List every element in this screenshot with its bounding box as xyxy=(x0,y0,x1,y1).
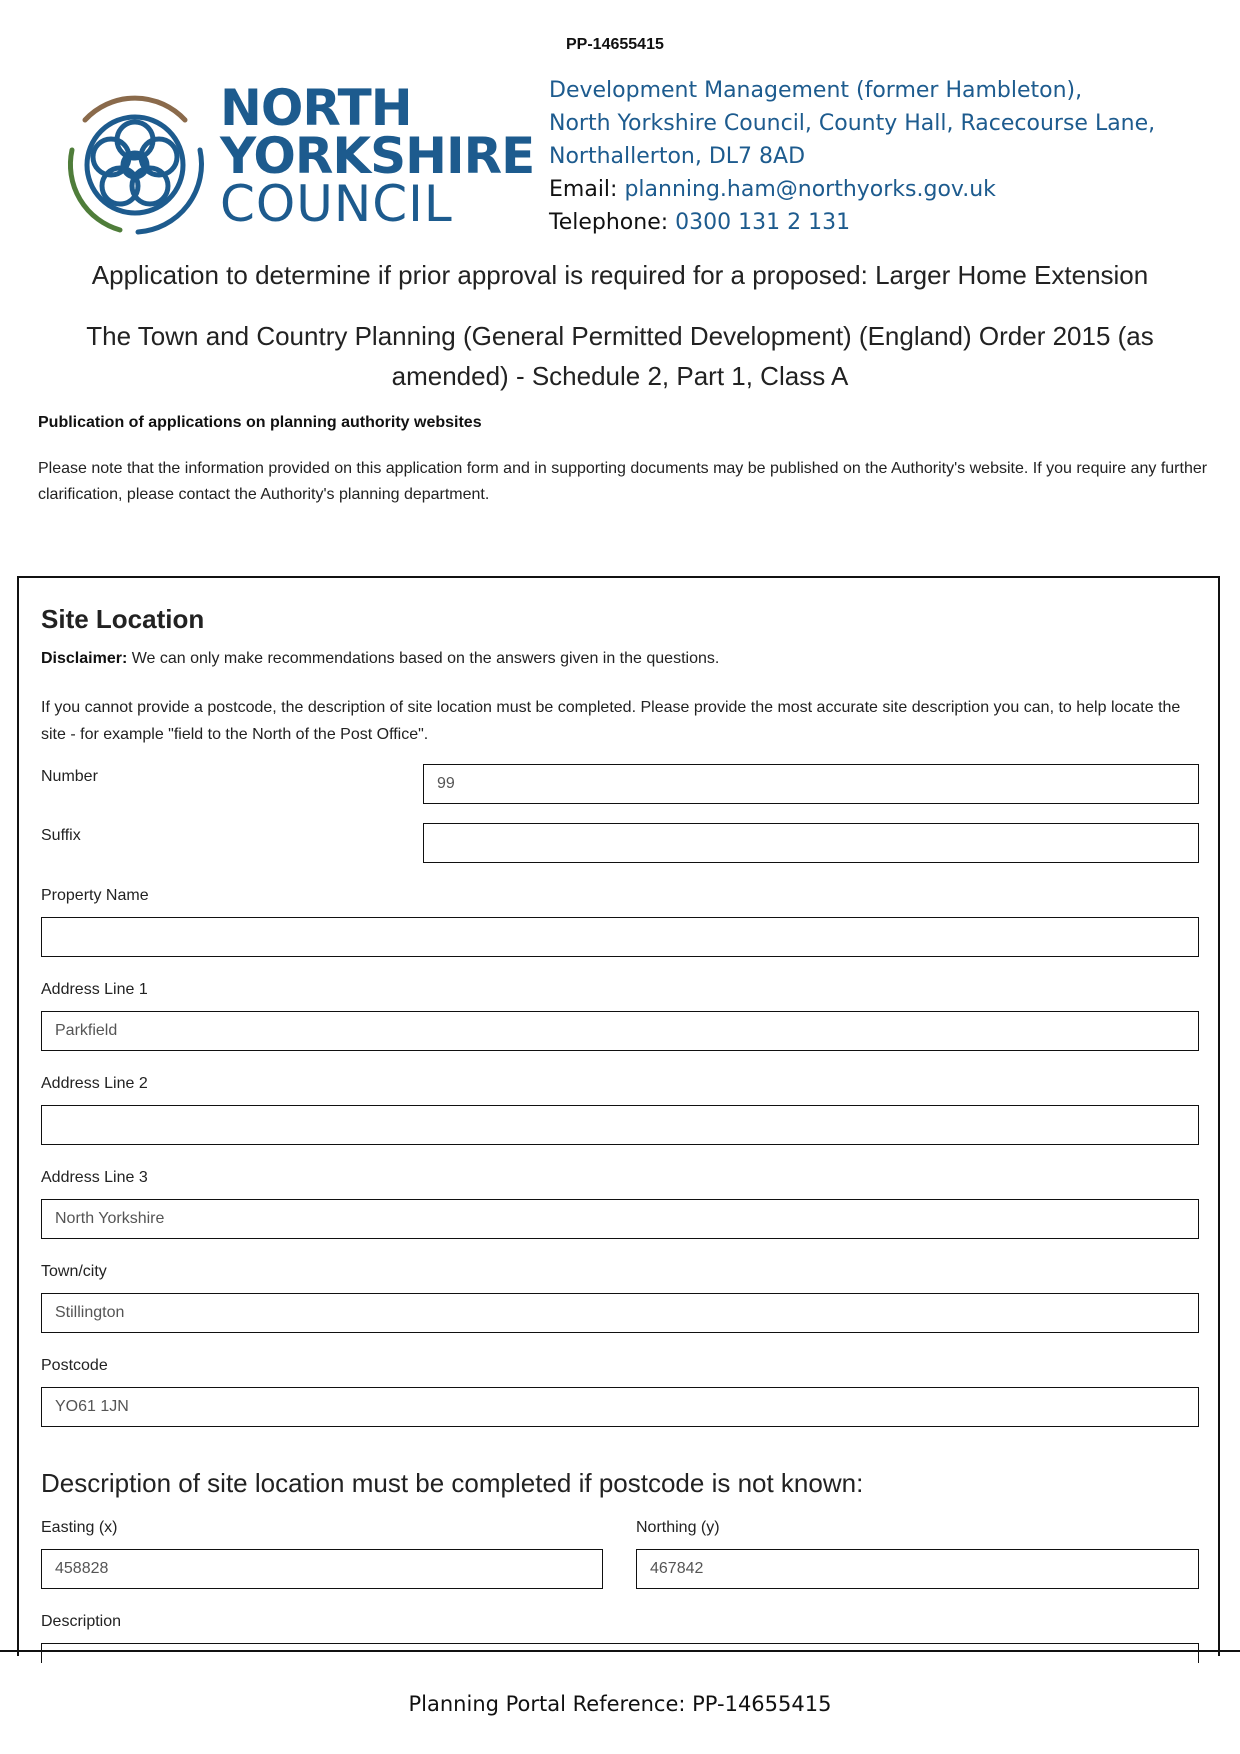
postcode-label: Postcode xyxy=(41,1357,108,1374)
address-line-3-label: Address Line 3 xyxy=(41,1169,148,1186)
logo-line-north: NORTH xyxy=(220,79,412,137)
contact-line-3: Northallerton, DL7 8AD xyxy=(549,144,806,169)
logo-line-yorkshire: YORKSHIRE xyxy=(220,127,535,185)
property-name-label: Property Name xyxy=(41,887,149,904)
number-field[interactable]: 99 xyxy=(423,764,1199,804)
disclaimer-text: We can only make recommendations based on the answers given in the questions. xyxy=(127,650,720,667)
site-description-note: If you cannot provide a postcode, the description of site location must be completed. Please provide the most accurate site description you can, to help locate the site - for example "field to the North of the Post Office". xyxy=(41,699,1181,743)
description-heading: Description of site location must be completed if postcode is not known: xyxy=(41,1468,864,1498)
council-wordmark xyxy=(220,79,535,233)
contact-line-1: Development Management (former Hambleton), xyxy=(549,78,1083,103)
description-field[interactable] xyxy=(41,1643,1199,1663)
northing-label: Northing (y) xyxy=(636,1519,720,1536)
disclaimer-label: Disclaimer: xyxy=(41,650,128,667)
property-name-field[interactable] xyxy=(41,917,1199,957)
order-title: The Town and Country Planning (General Permitted Development) (England) Order 2015 (as amended) - Schedule 2, Part 1, Class A xyxy=(86,321,1154,391)
easting-field[interactable]: 458828 xyxy=(41,1549,603,1589)
postcode-field[interactable]: YO61 1JN xyxy=(41,1387,1199,1427)
phone-label: Telephone: xyxy=(549,210,669,235)
phone-number: 0300 131 2 131 xyxy=(675,210,851,235)
application-reference: PP-14655415 xyxy=(566,36,664,53)
suffix-label: Suffix xyxy=(41,827,81,844)
address-line-1-label: Address Line 1 xyxy=(41,981,148,998)
email-link[interactable]: planning.ham@northyorks.gov.uk xyxy=(624,177,996,202)
number-label: Number xyxy=(41,768,98,785)
contact-email-row xyxy=(549,173,1155,206)
rose-emblem-icon xyxy=(60,80,210,240)
contact-line-2: North Yorkshire Council, County Hall, Racecourse Lane, xyxy=(549,111,1156,136)
address-line-1-field[interactable]: Parkfield xyxy=(41,1011,1199,1051)
logo-line-council: COUNCIL xyxy=(220,175,453,233)
council-logo xyxy=(60,79,535,240)
address-line-3-field[interactable]: North Yorkshire xyxy=(41,1199,1199,1239)
disclaimer xyxy=(41,650,719,668)
footer-divider xyxy=(0,1650,1240,1652)
contact-block xyxy=(549,74,1155,239)
site-location-panel xyxy=(17,576,1220,1656)
town-field[interactable]: Stillington xyxy=(41,1293,1199,1333)
publication-text: Please note that the information provided on this application form and in supporting documents may be published on the Authority's website. If you require any further clarification, please contact the Authority's planning department. xyxy=(38,460,1208,503)
publication-heading: Publication of applications on planning authority websites xyxy=(38,414,482,431)
email-label: Email: xyxy=(549,177,618,202)
northing-field[interactable]: 467842 xyxy=(636,1549,1199,1589)
town-label: Town/city xyxy=(41,1263,107,1280)
application-title: Application to determine if prior approval is required for a proposed: Larger Home Extension xyxy=(91,260,1149,290)
address-line-2-field[interactable] xyxy=(41,1105,1199,1145)
site-location-heading: Site Location xyxy=(41,604,205,634)
suffix-field[interactable] xyxy=(423,823,1199,863)
footer-reference: Planning Portal Reference: PP-14655415 xyxy=(408,1692,832,1716)
contact-phone-row xyxy=(549,206,1155,239)
address-line-2-label: Address Line 2 xyxy=(41,1075,148,1092)
easting-label: Easting (x) xyxy=(41,1519,118,1536)
description-label: Description xyxy=(41,1613,122,1630)
